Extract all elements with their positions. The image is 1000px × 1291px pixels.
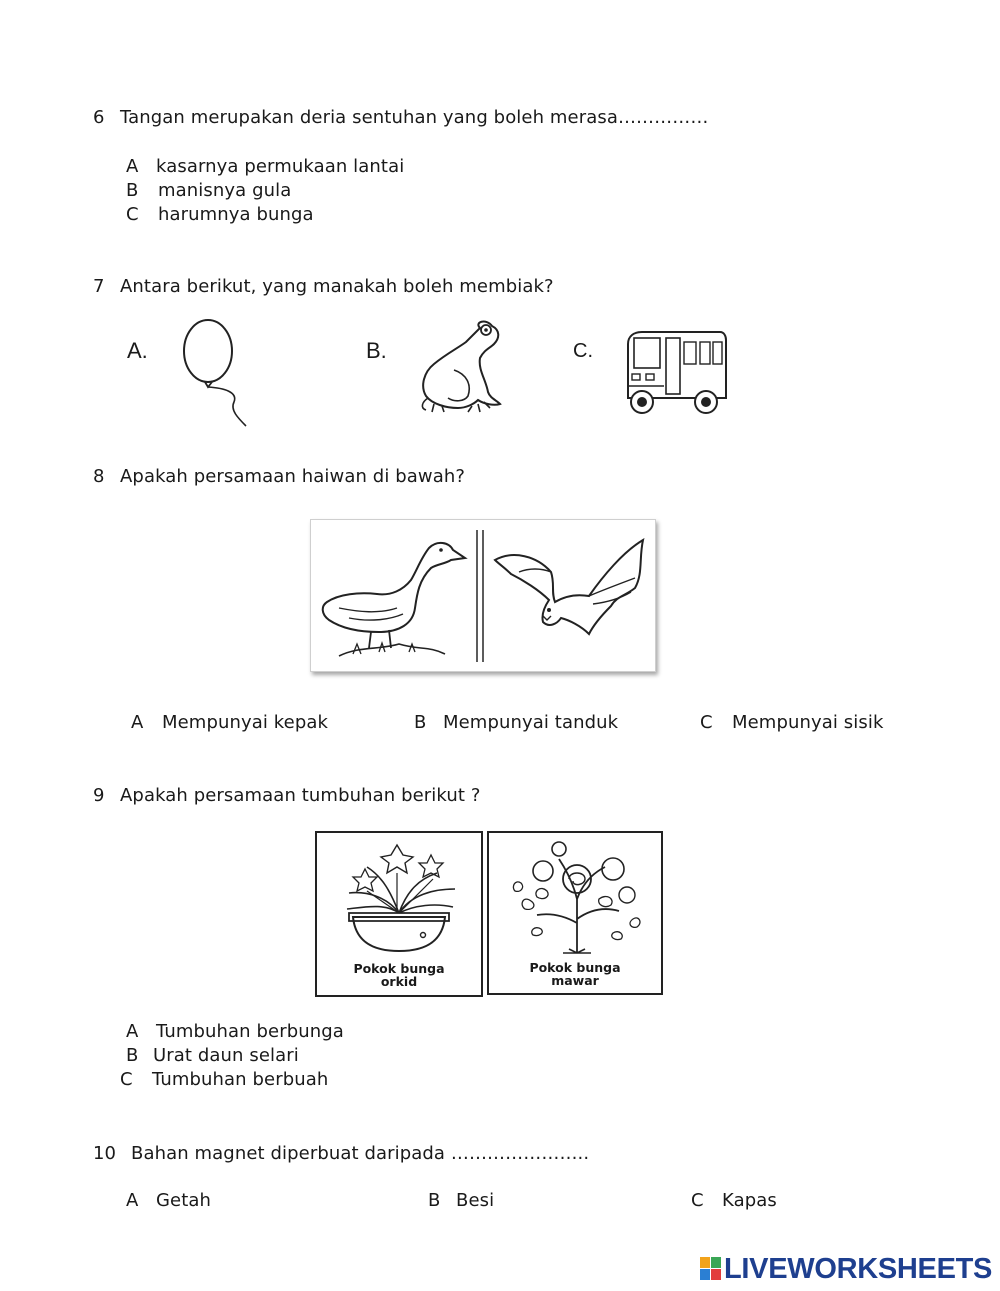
option-text[interactable]: Tumbuhan berbuah bbox=[152, 1069, 329, 1090]
option-text[interactable]: kasarnya permukaan lantai bbox=[156, 156, 405, 177]
option-letter[interactable]: B bbox=[414, 712, 427, 733]
option-letter[interactable]: A. bbox=[127, 338, 148, 363]
question-number: 10 bbox=[93, 1143, 117, 1164]
option-text[interactable]: Getah bbox=[156, 1190, 212, 1211]
option-letter[interactable]: A bbox=[131, 712, 144, 733]
liveworksheets-logo-icon bbox=[700, 1257, 722, 1281]
question-number: 7 bbox=[93, 276, 105, 297]
option-letter[interactable]: C bbox=[126, 204, 139, 225]
option-text[interactable]: Mempunyai tanduk bbox=[443, 712, 619, 733]
balloon-icon[interactable] bbox=[178, 318, 258, 430]
question-text: Tangan merupakan deria sentuhan yang boleh merasa…………… bbox=[120, 107, 709, 128]
card-caption bbox=[489, 961, 661, 987]
question-number: 9 bbox=[93, 785, 105, 806]
orchid-plant-icon bbox=[327, 837, 471, 961]
option-text[interactable]: Mempunyai kepak bbox=[162, 712, 329, 733]
question-number: 6 bbox=[93, 107, 105, 128]
option-letter[interactable]: C bbox=[691, 1190, 704, 1211]
question-text: Apakah persamaan haiwan di bawah? bbox=[120, 466, 466, 487]
option-text[interactable]: harumnya bunga bbox=[158, 204, 314, 225]
orchid-card bbox=[315, 831, 483, 997]
option-text[interactable]: Mempunyai sisik bbox=[732, 712, 884, 733]
brand-name: LIVEWORKSHEETS bbox=[724, 1252, 993, 1285]
option-text[interactable]: manisnya gula bbox=[158, 180, 292, 201]
option-letter[interactable]: B bbox=[126, 180, 139, 201]
option-letter[interactable]: B bbox=[428, 1190, 441, 1211]
option-text[interactable]: Besi bbox=[456, 1190, 495, 1211]
rose-card bbox=[487, 831, 663, 995]
rose-plant-icon bbox=[503, 839, 647, 955]
bat-icon bbox=[493, 534, 649, 644]
option-letter[interactable]: C bbox=[700, 712, 713, 733]
card-caption bbox=[317, 962, 481, 988]
question-text: Apakah persamaan tumbuhan berikut ? bbox=[120, 785, 481, 806]
option-text[interactable]: Urat daun selari bbox=[153, 1045, 299, 1066]
option-letter[interactable]: B. bbox=[366, 338, 387, 363]
frog-icon[interactable] bbox=[414, 318, 504, 414]
bus-icon[interactable] bbox=[624, 328, 728, 418]
duck-icon bbox=[319, 528, 469, 664]
caption-line-1: Pokok bunga bbox=[529, 960, 621, 975]
caption-line-2: mawar bbox=[551, 973, 599, 988]
question-text: Antara berikut, yang manakah boleh membiak? bbox=[120, 276, 554, 297]
option-letter[interactable]: A bbox=[126, 1021, 139, 1042]
option-letter[interactable]: C. bbox=[573, 340, 593, 362]
option-letter[interactable]: A bbox=[126, 156, 139, 177]
animal-figure-box bbox=[310, 519, 656, 672]
question-text: Bahan magnet diperbuat daripada ………………….. bbox=[131, 1143, 590, 1164]
caption-line-1: Pokok bunga bbox=[353, 961, 445, 976]
option-letter[interactable]: B bbox=[126, 1045, 139, 1066]
caption-line-2: orkid bbox=[380, 974, 418, 989]
option-letter[interactable]: A bbox=[126, 1190, 139, 1211]
option-text[interactable]: Tumbuhan berbunga bbox=[156, 1021, 344, 1042]
option-text[interactable]: Kapas bbox=[722, 1190, 777, 1211]
option-letter[interactable]: C bbox=[120, 1069, 133, 1090]
liveworksheets-logo[interactable] bbox=[700, 1253, 992, 1285]
question-number: 8 bbox=[93, 466, 105, 487]
